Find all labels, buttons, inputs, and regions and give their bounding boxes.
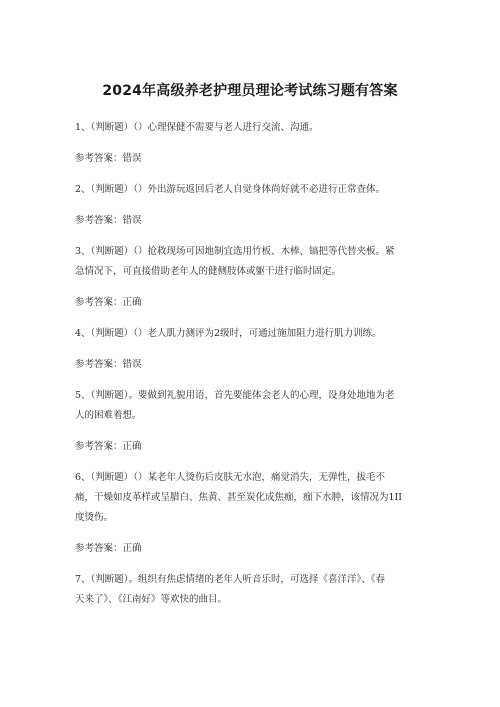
q6-text-line1: 6、（判断题）（）某老年人烫伤后皮肤无水泡，痛觉消失，无弹性，拔毛不 xyxy=(75,472,386,483)
q7-text-line2: 天来了》、《江南好》等欢快的曲目。 xyxy=(75,594,228,605)
q3-answer: 参考答案：正确 xyxy=(75,297,142,308)
q3-text-line1: 3、（判断题）（）抢救现场可因地制宜选用竹板、木棒、镐把等代替夹板。紧 xyxy=(75,246,395,257)
q4-text: 4、（判断题）（）老人肌力测评为2级时，可通过施加阻力进行肌力训练。 xyxy=(75,328,382,339)
q6-text-line2: 痛，干燥如皮革样或呈腊白、焦黄、甚至炭化成焦痂，痂下水肿，该情况为1II xyxy=(75,492,403,503)
q7-text-line1: 7、（判断题）。组织有焦虑情绪的老年人听音乐时，可选择《喜洋洋》、《春 xyxy=(75,574,386,585)
q6-text-line3: 度烫伤。 xyxy=(75,512,114,523)
q2-text: 2、（判断题）（）外出游玩返回后老人自觉身体尚好就不必进行正常查体。 xyxy=(75,184,386,195)
q3-text-line2: 急情况下，可直接借助老年人的健侧肢体或躯干进行临时固定。 xyxy=(75,266,342,277)
q1-text: 1、（判断题）（）心理保健不需要与老人进行交流、沟通。 xyxy=(75,122,319,133)
q5-answer: 参考答案：正确 xyxy=(75,441,142,452)
q2-answer: 参考答案：错误 xyxy=(75,215,142,226)
q6-answer: 参考答案：正确 xyxy=(75,543,142,554)
q5-text-line1: 5、（判断题）。要做到礼貌用语，首先要能体会老人的心理，设身处地地为老 xyxy=(75,390,395,401)
q5-text-line2: 人的困难着想。 xyxy=(75,410,142,421)
q1-answer: 参考答案：错误 xyxy=(75,153,142,164)
q4-answer: 参考答案：错误 xyxy=(75,359,142,370)
document-title: 2024年高级养老护理员理论考试练习题有答案 xyxy=(102,83,398,99)
